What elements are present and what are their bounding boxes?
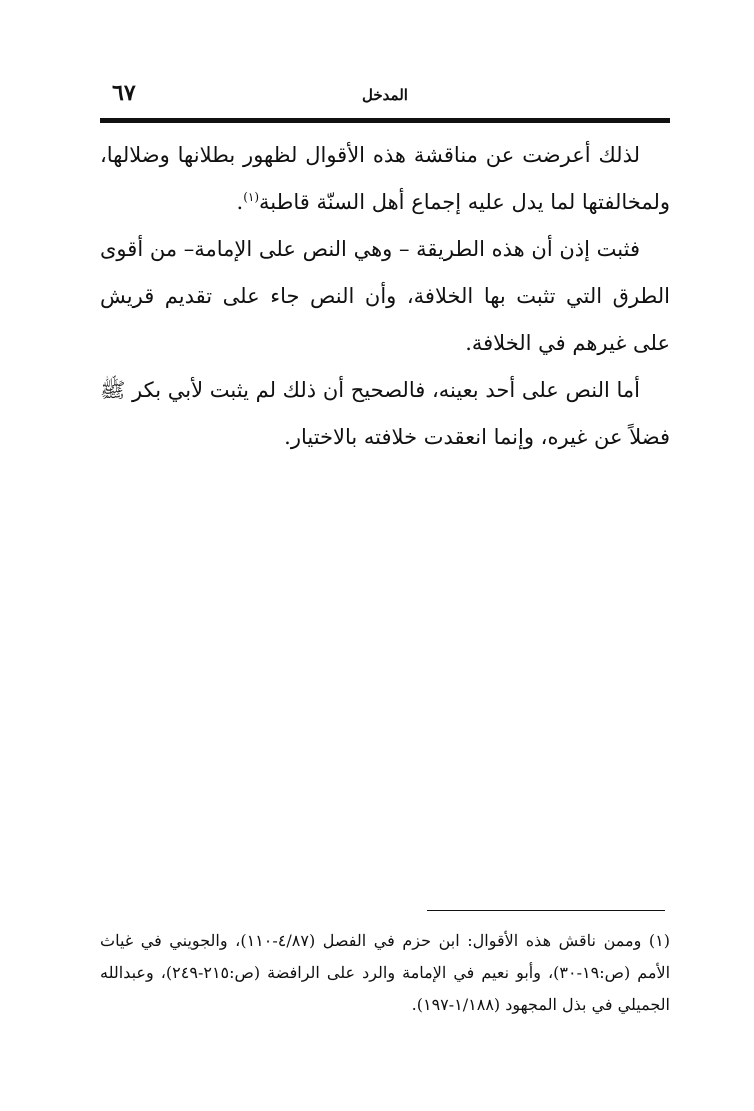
footnote-separator — [427, 910, 665, 911]
running-title: المدخل — [362, 86, 408, 104]
paragraph-1-end: . — [236, 190, 244, 214]
footnote: (١) وممن ناقش هذه الأقوال: ابن حزم في الفصل (٤/٨٧-١١٠)، والجويني في غياث الأمم (ص:١٩-٣٠)، وأبو نعيم في الإمامة والرد على الرافضة (ص:٢١٥-٢٤٩)، وعبدالله الجميلي في بذل المجهود (١/١٨٨-١٩٧). — [100, 931, 671, 1014]
footnote-marker[interactable]: (١) — [243, 190, 260, 204]
page-number: ٦٧ — [112, 80, 136, 106]
paragraph-1-text: لذلك أعرضت عن مناقشة هذه الأقوال لظهور بطلانها وضلالها، ولمخالفتها لما يدل عليه إجماع أهل السنّة قاطبة — [100, 143, 670, 214]
header-rule — [100, 118, 670, 123]
body-text — [100, 132, 670, 461]
paragraph-2: فثبت إذن أن هذه الطريقة – وهي النص على الإمامة– من أقوى الطرق التي تثبت بها الخلافة، وأن النص جاء على تقديم قريش على غيرهم في الخلافة. — [100, 237, 670, 355]
page-header — [100, 78, 670, 114]
paragraph-3: أما النص على أحد بعينه، فالصحيح أن ذلك لم يثبت لأبي بكر ﷺ فضلاً عن غيره، وإنما انعقدت خلافته بالاختيار. — [100, 378, 670, 449]
paragraph-1 — [100, 132, 670, 226]
